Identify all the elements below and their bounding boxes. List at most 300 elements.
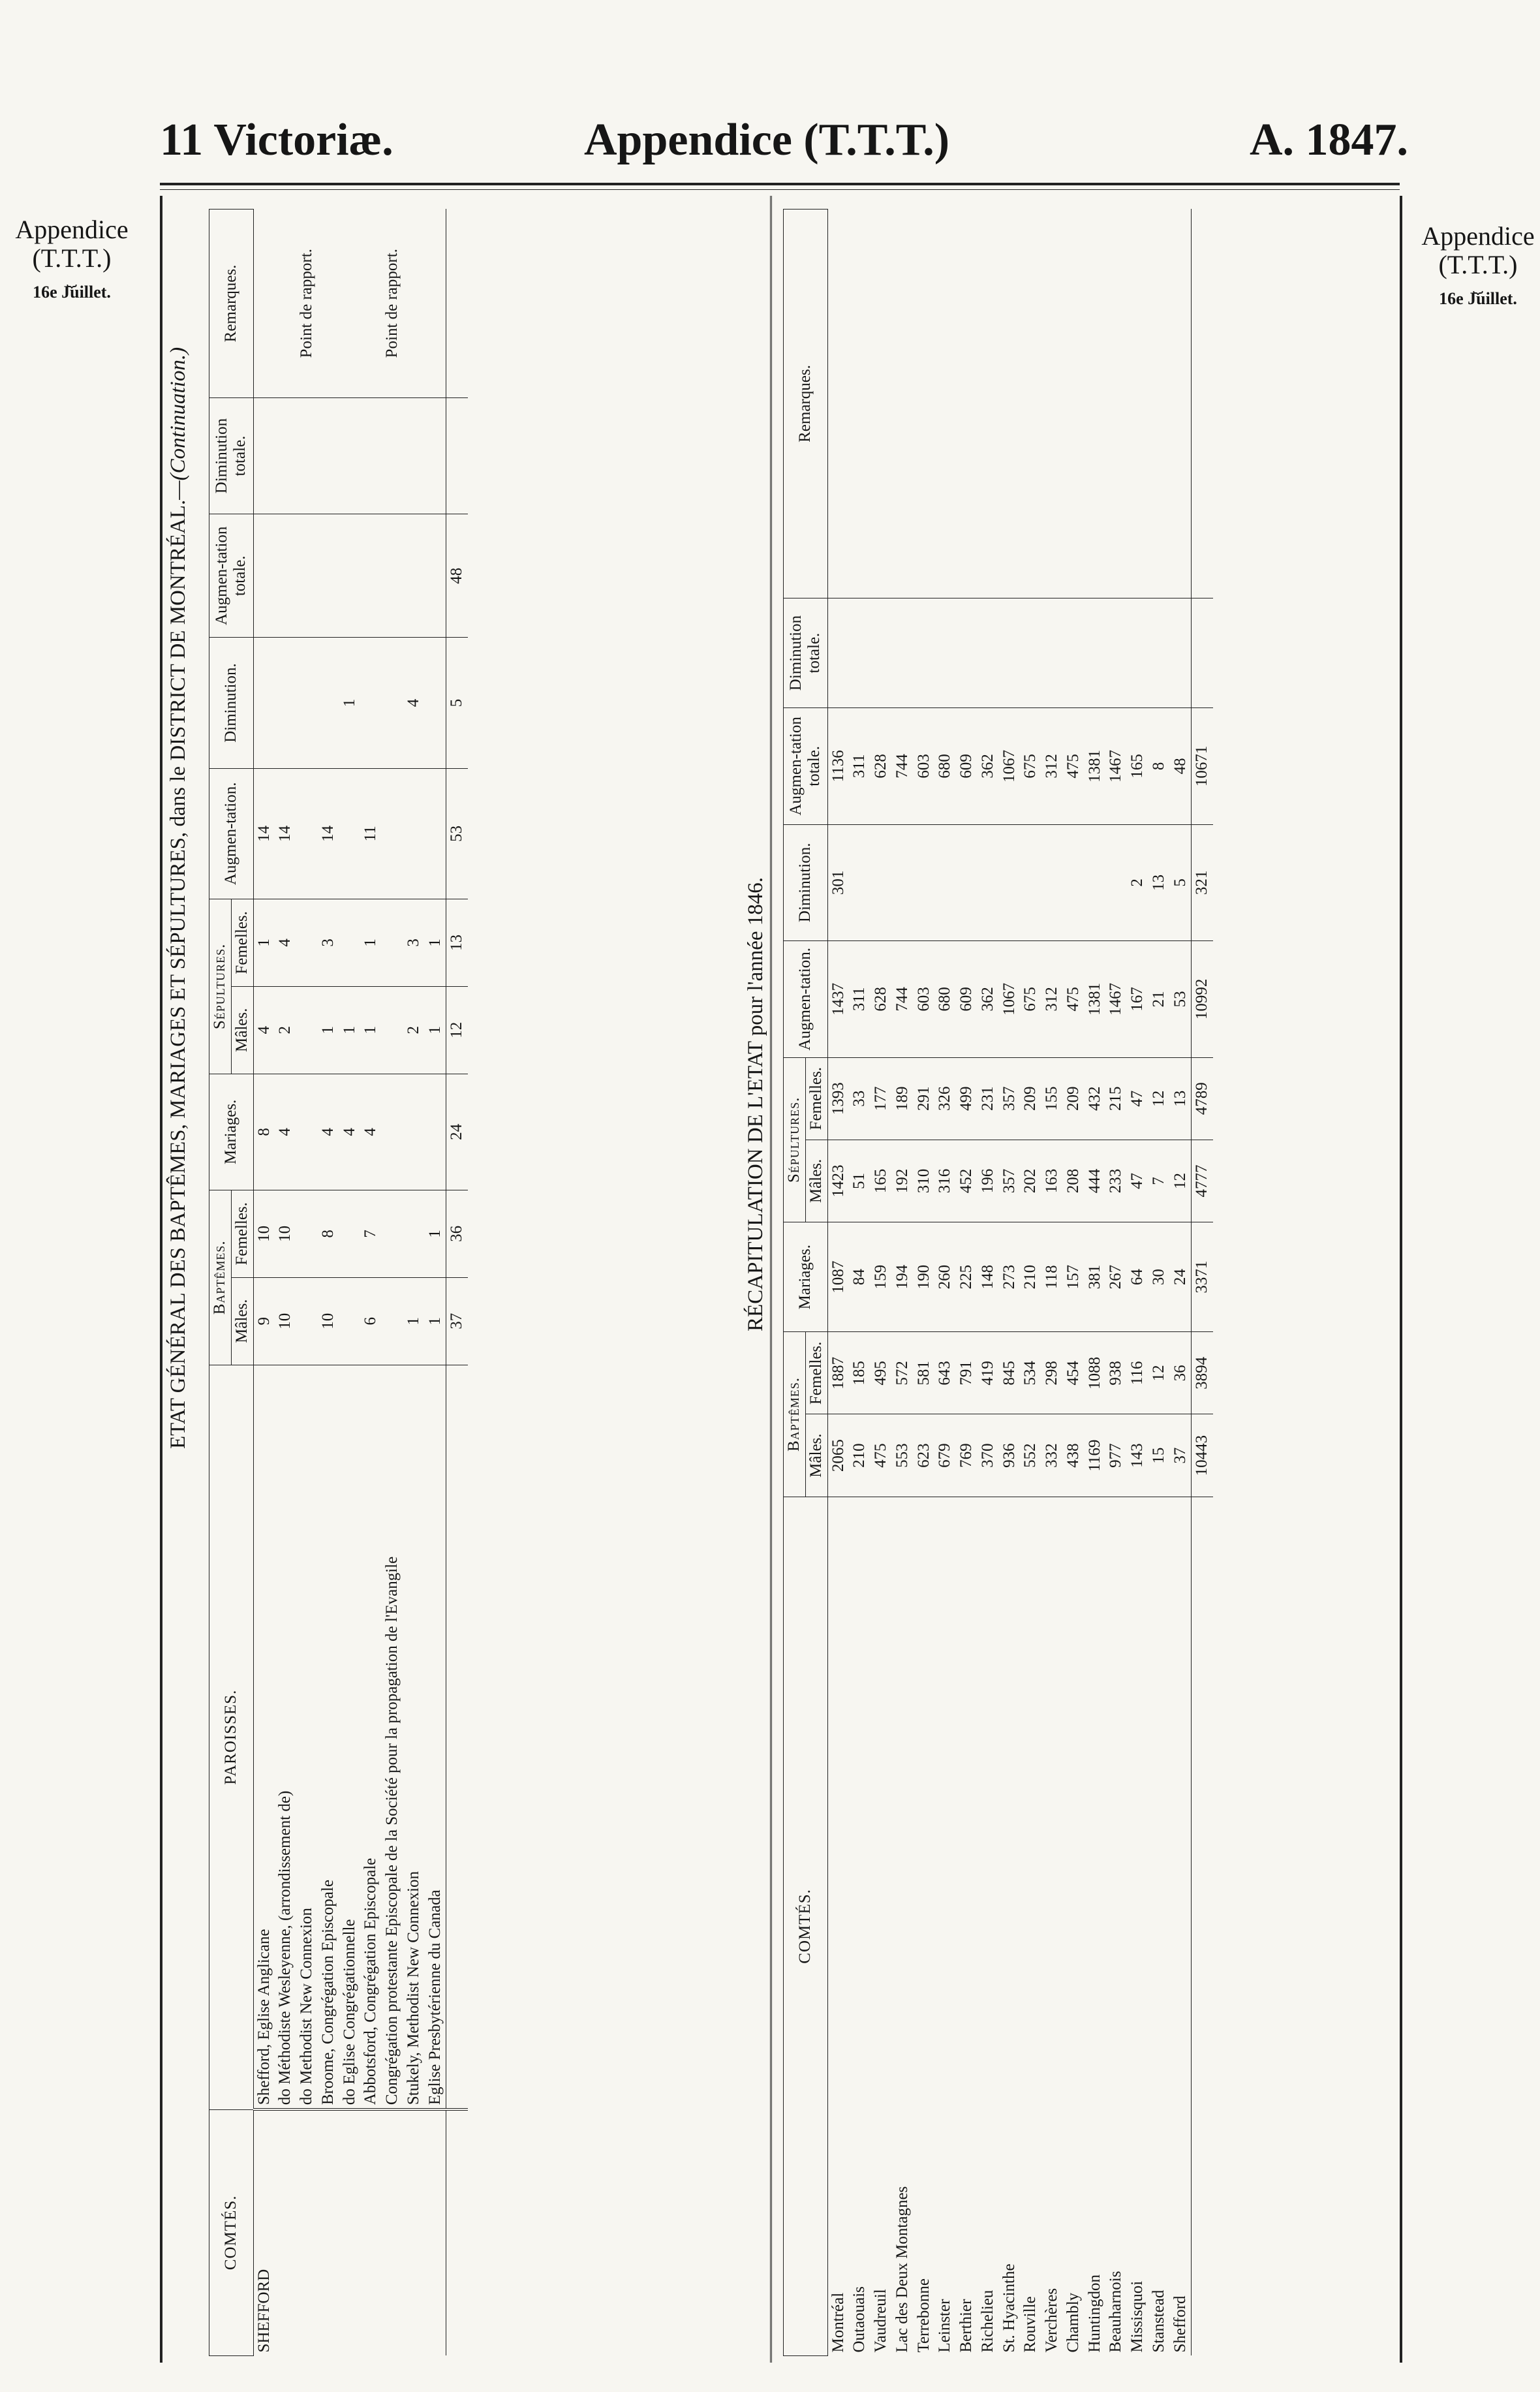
table2-title: RÉCAPITULATION DE L'ETAT pour l'année 1846. — [744, 877, 767, 1331]
value-cell: 210 — [1020, 1222, 1041, 1332]
paroisse-cell: Eglise Presbytérienne du Canada — [425, 1365, 446, 2109]
blank-cell — [914, 598, 935, 708]
value-cell: 47 — [1127, 1057, 1148, 1140]
value-cell: 1 — [253, 899, 275, 986]
value-cell: 4 — [318, 1074, 339, 1190]
table-row — [1148, 210, 1170, 2356]
value-cell: 581 — [914, 1332, 935, 1414]
totals-row — [446, 210, 468, 2356]
value-cell — [403, 768, 425, 899]
brace-icon: ⏟ — [67, 268, 77, 287]
paroisse-cell: do Méthodiste Wesleyenne, (arrondissement de) — [275, 1365, 296, 2109]
table-row — [956, 210, 978, 2356]
value-cell: 13 — [1148, 824, 1170, 940]
col-remarques: Remarques. — [209, 210, 254, 398]
comte-cell: Berthier — [957, 2299, 975, 2353]
header-left: 11 Victoriæ. — [160, 115, 393, 165]
col-remarques: Remarques. — [784, 210, 828, 598]
value-cell — [914, 824, 935, 940]
value-cell: 210 — [849, 1414, 870, 1497]
value-cell: 148 — [978, 1222, 999, 1332]
blank-cell — [978, 598, 999, 708]
table-row — [1063, 210, 1085, 2356]
left-border — [160, 196, 162, 2363]
blank-cell — [1192, 598, 1213, 708]
value-cell: 1088 — [1085, 1332, 1106, 1414]
value-cell: 47 — [1127, 1140, 1148, 1222]
total-cell: 5 — [446, 638, 468, 768]
value-cell: 215 — [1105, 1057, 1127, 1140]
value-cell: 84 — [849, 1222, 870, 1332]
value-cell: 552 — [1020, 1414, 1041, 1497]
value-cell: 185 — [849, 1332, 870, 1414]
value-cell: 2 — [403, 986, 425, 1074]
value-cell: 167 — [1127, 941, 1148, 1057]
value-cell: 155 — [1041, 1057, 1063, 1140]
value-cell: 362 — [978, 708, 999, 824]
value-cell — [892, 824, 914, 940]
value-cell — [382, 1074, 403, 1190]
value-cell: 1 — [318, 986, 339, 1074]
value-cell: 48 — [1170, 708, 1192, 824]
value-cell — [425, 397, 446, 514]
table-row — [1085, 210, 1106, 2356]
value-cell: 4 — [403, 638, 425, 768]
value-cell: 1467 — [1105, 941, 1127, 1057]
col-sep-males: Mâles. — [805, 1140, 827, 1222]
value-cell: 357 — [999, 1057, 1021, 1140]
table2 — [783, 209, 1213, 2356]
value-cell: 444 — [1085, 1140, 1106, 1222]
value-cell — [275, 397, 296, 514]
header-rule-thin — [160, 189, 1400, 190]
value-cell: 977 — [1105, 1414, 1127, 1497]
value-cell: 2065 — [827, 1414, 849, 1497]
paroisse-cell: Shefford, Eglise Anglicane — [253, 1365, 275, 2109]
value-cell — [425, 638, 446, 768]
value-cell: 4 — [275, 899, 296, 986]
value-cell — [382, 638, 403, 768]
value-cell: 8 — [1148, 708, 1170, 824]
value-cell: 4 — [253, 986, 275, 1074]
blank-cell — [1148, 598, 1170, 708]
table-row — [892, 210, 914, 2356]
value-cell: 189 — [892, 1057, 914, 1140]
total-cell: 24 — [446, 1074, 468, 1190]
table2-rotated — [783, 209, 1213, 2356]
paroisse-cell: Abbotsford, Congrégation Episcopale — [360, 1365, 382, 2109]
total-cell: 4777 — [1192, 1140, 1213, 1222]
remark-cell — [253, 210, 275, 398]
remark-cell — [275, 210, 296, 398]
value-cell: 675 — [1020, 941, 1041, 1057]
value-cell: 311 — [849, 708, 870, 824]
table-row — [253, 210, 275, 2356]
value-cell: 628 — [870, 941, 892, 1057]
value-cell: 233 — [1105, 1140, 1127, 1222]
value-cell: 623 — [914, 1414, 935, 1497]
value-cell: 609 — [956, 941, 978, 1057]
col-mariages: Mariages. — [209, 1074, 254, 1190]
comte-cell: Shefford — [1171, 2295, 1189, 2353]
value-cell: 1 — [425, 1277, 446, 1365]
value-cell — [425, 514, 446, 638]
value-cell: 1381 — [1085, 708, 1106, 824]
value-cell — [382, 899, 403, 986]
blank-cell — [870, 210, 892, 598]
remark-cell: Point de rapport. — [296, 210, 318, 398]
table-row — [403, 210, 425, 2356]
value-cell: 3 — [403, 899, 425, 986]
remark-cell — [425, 210, 446, 398]
value-cell — [1041, 824, 1063, 940]
value-cell: 1067 — [999, 708, 1021, 824]
col-mariages: Mariages. — [784, 1222, 828, 1332]
header-right: A. 1847. — [1250, 115, 1409, 165]
value-cell: 432 — [1085, 1057, 1106, 1140]
value-cell: 744 — [892, 708, 914, 824]
value-cell: 177 — [870, 1057, 892, 1140]
col-augmentation: Augmen-tation. — [209, 768, 254, 899]
value-cell: 165 — [870, 1140, 892, 1222]
value-cell — [978, 824, 999, 940]
blank-cell — [1170, 210, 1192, 598]
comte-cell: Montréal — [829, 2292, 847, 2353]
comte-cell: Verchères — [1043, 2288, 1060, 2353]
table-row — [1105, 210, 1127, 2356]
total-cell: 3371 — [1192, 1222, 1213, 1332]
total-cell: 48 — [446, 514, 468, 638]
value-cell — [339, 899, 361, 986]
value-cell: 438 — [1063, 1414, 1085, 1497]
value-cell: 310 — [914, 1140, 935, 1222]
value-cell: 225 — [956, 1222, 978, 1332]
value-cell: 475 — [1063, 708, 1085, 824]
blank-cell — [849, 210, 870, 598]
value-cell: 37 — [1170, 1414, 1192, 1497]
value-cell: 1 — [425, 986, 446, 1074]
table-row — [914, 210, 935, 2356]
value-cell: 499 — [956, 1057, 978, 1140]
margin-sub: (T.T.T.) — [1438, 250, 1518, 279]
col-sep-femelles: Femelles. — [231, 899, 253, 986]
table1-title-cont: —(Continuation.) — [166, 347, 190, 500]
blank-cell — [446, 397, 468, 514]
value-cell: 534 — [1020, 1332, 1041, 1414]
margin-label: Appendice — [1421, 222, 1535, 251]
blank-cell — [870, 598, 892, 708]
col-augmentation: Augmen-tation. — [784, 941, 828, 1057]
value-cell: 209 — [1020, 1057, 1041, 1140]
blank-cell — [956, 210, 978, 598]
value-cell: 2 — [1127, 824, 1148, 940]
value-cell: 14 — [253, 768, 275, 899]
table1-title-main: ETAT GÉNÉRAL DES BAPTÊMES, MARIAGES ET SÉPULTURES, dans le DISTRICT DE MONTRÉAL. — [166, 499, 190, 1449]
total-cell: 53 — [446, 768, 468, 899]
value-cell: 291 — [914, 1057, 935, 1140]
value-cell: 194 — [892, 1222, 914, 1332]
value-cell: 362 — [978, 941, 999, 1057]
header-rule — [160, 183, 1400, 185]
value-cell: 1 — [339, 986, 361, 1074]
table-row — [360, 210, 382, 2356]
blank-cell — [1105, 210, 1127, 598]
value-cell — [318, 638, 339, 768]
value-cell: 553 — [892, 1414, 914, 1497]
value-cell: 1 — [403, 1277, 425, 1365]
remark-cell — [360, 210, 382, 398]
value-cell: 7 — [360, 1190, 382, 1277]
value-cell: 53 — [1170, 941, 1192, 1057]
value-cell — [275, 638, 296, 768]
blank-cell — [999, 598, 1021, 708]
blank-cell — [999, 210, 1021, 598]
value-cell: 603 — [914, 941, 935, 1057]
value-cell: 143 — [1127, 1414, 1148, 1497]
value-cell: 1887 — [827, 1332, 849, 1414]
value-cell: 36 — [1170, 1332, 1192, 1414]
value-cell — [1020, 824, 1041, 940]
col-augmentation-totale: Augmen-tation totale. — [784, 708, 828, 824]
table-row — [999, 210, 1021, 2356]
value-cell — [318, 397, 339, 514]
value-cell: 10 — [275, 1277, 296, 1365]
table-row — [275, 210, 296, 2356]
value-cell: 609 — [956, 708, 978, 824]
value-cell: 12 — [1170, 1140, 1192, 1222]
table2-body — [827, 210, 1213, 2356]
table-row — [934, 210, 956, 2356]
total-cell: 10992 — [1192, 941, 1213, 1057]
value-cell: 680 — [934, 708, 956, 824]
value-cell — [870, 824, 892, 940]
value-cell — [403, 514, 425, 638]
value-cell: 1 — [360, 899, 382, 986]
value-cell — [253, 397, 275, 514]
brace-icon: ⏟ — [1473, 275, 1483, 294]
value-cell — [296, 397, 318, 514]
value-cell: 312 — [1041, 708, 1063, 824]
col-augmentation-totale: Augmen-tation totale. — [209, 514, 254, 638]
comte-cell: Terrebonne — [914, 2278, 932, 2353]
comte-cell: Lac des Deux Montagnes — [893, 2186, 911, 2353]
total-cell: 321 — [1192, 824, 1213, 940]
value-cell — [296, 899, 318, 986]
value-cell: 679 — [934, 1414, 956, 1497]
blank-cell — [1105, 598, 1127, 708]
total-cell: 10671 — [1192, 708, 1213, 824]
blank-cell — [1148, 210, 1170, 598]
value-cell: 1 — [360, 986, 382, 1074]
table-row — [849, 210, 870, 2356]
margin-label: Appendice — [15, 215, 129, 244]
comte-cell: St. Hyacinthe — [1000, 2263, 1018, 2353]
value-cell: 10 — [275, 1190, 296, 1277]
value-cell — [318, 514, 339, 638]
blank-cell — [1127, 598, 1148, 708]
blank-cell — [892, 598, 914, 708]
comte-cell: Vaudreuil — [872, 2289, 889, 2353]
total-cell: 3894 — [1192, 1332, 1213, 1414]
value-cell: 4 — [360, 1074, 382, 1190]
blank-cell — [827, 210, 849, 598]
value-cell — [296, 986, 318, 1074]
table1-body — [253, 210, 468, 2356]
blank-cell — [827, 598, 849, 708]
value-cell: 791 — [956, 1332, 978, 1414]
value-cell — [956, 824, 978, 940]
value-cell: 675 — [1020, 708, 1041, 824]
value-cell: 260 — [934, 1222, 956, 1332]
value-cell — [382, 397, 403, 514]
value-cell — [296, 1190, 318, 1277]
value-cell: 8 — [318, 1190, 339, 1277]
paroisse-cell: do Eglise Congrégationnelle — [339, 1365, 361, 2109]
table-row — [1127, 210, 1148, 2356]
value-cell: 163 — [1041, 1140, 1063, 1222]
right-border — [1400, 196, 1402, 2363]
table-row — [1020, 210, 1041, 2356]
value-cell — [339, 1277, 361, 1365]
value-cell — [1085, 824, 1106, 940]
value-cell: 5 — [1170, 824, 1192, 940]
value-cell — [403, 1074, 425, 1190]
margin-date: 16e Juillet. — [1439, 288, 1517, 308]
total-cell: 12 — [446, 986, 468, 1074]
header-center: Appendice (T.T.T.) — [584, 115, 950, 165]
value-cell: 680 — [934, 941, 956, 1057]
table-row — [1041, 210, 1063, 2356]
blank-cell — [934, 598, 956, 708]
table-row — [870, 210, 892, 2356]
comte-cell: SHEFFORD — [254, 2269, 273, 2353]
comte-cell: Huntingdon — [1085, 2275, 1103, 2353]
value-cell — [339, 768, 361, 899]
col-diminution-totale: Diminution totale. — [209, 397, 254, 514]
table1-title — [166, 347, 191, 1449]
paroisse-cell: Stukely, Methodist New Connexion — [403, 1365, 425, 2109]
value-cell — [999, 824, 1021, 940]
blank-cell — [1127, 210, 1148, 598]
value-cell: 301 — [827, 824, 849, 940]
value-cell: 572 — [892, 1332, 914, 1414]
value-cell: 357 — [999, 1140, 1021, 1222]
blank-cell — [956, 598, 978, 708]
total-cell: 10443 — [1192, 1414, 1213, 1497]
col-bapt-femelles: Femelles. — [231, 1190, 253, 1277]
blank-cell — [1041, 210, 1063, 598]
value-cell: 159 — [870, 1222, 892, 1332]
value-cell: 3 — [318, 899, 339, 986]
table-row — [339, 210, 361, 2356]
table-row — [1170, 210, 1192, 2356]
value-cell: 116 — [1127, 1332, 1148, 1414]
total-cell: 37 — [446, 1277, 468, 1365]
margin-note-right — [1416, 222, 1540, 308]
blank-cell — [446, 210, 468, 398]
value-cell — [360, 638, 382, 768]
value-cell: 628 — [870, 708, 892, 824]
value-cell: 1087 — [827, 1222, 849, 1332]
value-cell: 1067 — [999, 941, 1021, 1057]
remark-cell: Point de rapport. — [382, 210, 403, 398]
value-cell: 744 — [892, 941, 914, 1057]
blank-cell — [914, 210, 935, 598]
remark-cell — [318, 210, 339, 398]
value-cell — [339, 514, 361, 638]
blank-cell — [1063, 598, 1085, 708]
table1-rotated — [209, 209, 468, 2356]
value-cell: 14 — [275, 768, 296, 899]
value-cell: 14 — [318, 768, 339, 899]
value-cell: 9 — [253, 1277, 275, 1365]
value-cell — [253, 638, 275, 768]
value-cell: 454 — [1063, 1332, 1085, 1414]
value-cell: 452 — [956, 1140, 978, 1222]
value-cell: 209 — [1063, 1057, 1085, 1140]
value-cell: 157 — [1063, 1222, 1085, 1332]
value-cell: 202 — [1020, 1140, 1041, 1222]
value-cell — [296, 1074, 318, 1190]
remark-cell — [339, 210, 361, 398]
blank-cell — [1192, 210, 1213, 598]
comte-cell: Stanstead — [1149, 2290, 1167, 2353]
blank-cell — [1041, 598, 1063, 708]
margin-date: 16e Juillet. — [33, 282, 111, 302]
col-baptemes: Baptêmes. — [209, 1190, 232, 1365]
value-cell: 1169 — [1085, 1414, 1106, 1497]
value-cell: 316 — [934, 1140, 956, 1222]
value-cell: 10 — [318, 1277, 339, 1365]
value-cell: 326 — [934, 1057, 956, 1140]
paroisse-cell: Broome, Congrégation Episcopale — [318, 1365, 339, 2109]
value-cell: 603 — [914, 708, 935, 824]
table-row — [827, 210, 849, 2356]
table-row — [318, 210, 339, 2356]
col-bapt-femelles: Femelles. — [805, 1332, 827, 1414]
col-paroisses: PAROISSES. — [209, 1365, 254, 2109]
value-cell: 475 — [1063, 941, 1085, 1057]
value-cell: 12 — [1148, 1332, 1170, 1414]
totals-row — [1192, 210, 1213, 2356]
value-cell: 13 — [1170, 1057, 1192, 1140]
value-cell — [296, 638, 318, 768]
col-diminution-totale: Diminution totale. — [784, 598, 828, 708]
value-cell: 190 — [914, 1222, 935, 1332]
value-cell: 51 — [849, 1140, 870, 1222]
remark-cell — [403, 210, 425, 398]
value-cell — [296, 514, 318, 638]
blank-cell — [934, 210, 956, 598]
value-cell: 8 — [253, 1074, 275, 1190]
value-cell: 936 — [999, 1414, 1021, 1497]
value-cell: 24 — [1170, 1222, 1192, 1332]
value-cell: 1423 — [827, 1140, 849, 1222]
total-cell: 4789 — [1192, 1057, 1213, 1140]
value-cell: 11 — [360, 768, 382, 899]
table-row — [296, 210, 318, 2356]
center-divider — [770, 196, 772, 2363]
col-sepultures: Sépultures. — [209, 899, 232, 1074]
value-cell: 495 — [870, 1332, 892, 1414]
total-cell: 13 — [446, 899, 468, 986]
value-cell: 64 — [1127, 1222, 1148, 1332]
comte-cell: Outaouais — [850, 2286, 869, 2353]
value-cell — [425, 768, 446, 899]
total-cell: 36 — [446, 1190, 468, 1277]
blank-cell — [892, 210, 914, 598]
blank-cell — [1020, 210, 1041, 598]
